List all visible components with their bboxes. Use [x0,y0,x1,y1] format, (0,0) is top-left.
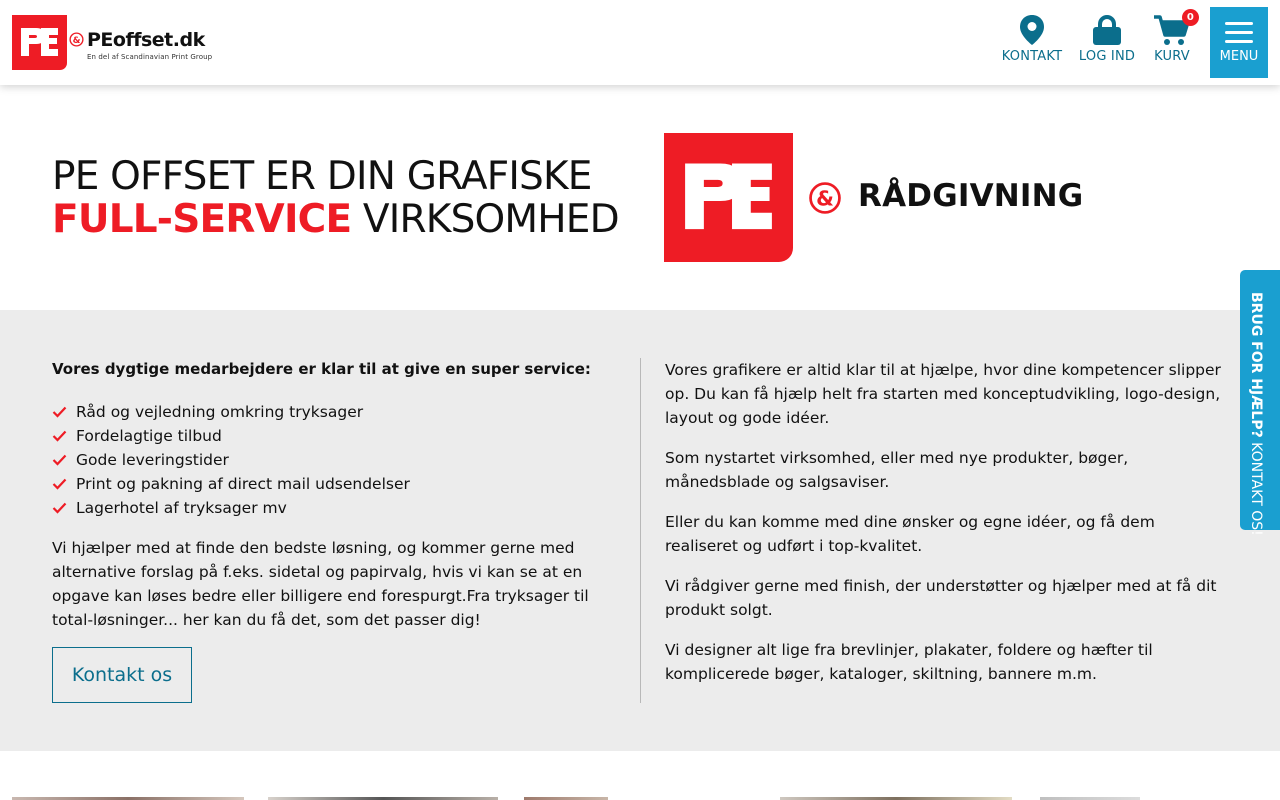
help-contact-tab[interactable] [1240,270,1280,536]
checkmark-icon [52,406,67,418]
list-item-label: Fordelagtige tilbud [76,427,222,445]
ampersand-large-icon [808,181,842,215]
lock-icon [1092,14,1122,46]
info-paragraph: Vi hjælper med at finde den bedste løsning, og kommer gerne med alternative forslag på f.eks. sidetal og papirvalg, hvis vi kan se at en opgave kan løses bedre eller billigere end forespurgt.Fra tryksager til total-løsninger... her kan du få det, som det passer dig! [52,539,589,629]
info-section [0,310,1280,751]
list-item [52,424,410,448]
cart-count-badge: 0 [1182,9,1199,26]
contact-button[interactable]: Kontakt os [52,647,192,703]
right-paragraph: Vi designer alt lige fra brevlinjer, plakater, foldere og hæfter til komplicerede bøger, kataloger, skiltning, bannere m.m. [665,641,1153,683]
nav-kontakt-label: KONTAKT [1001,49,1063,64]
hamburger-icon [1225,22,1253,43]
nav-kontakt[interactable] [1000,14,1064,70]
pe-logo-glyph [12,15,67,70]
ampersand-icon [69,32,84,47]
checkmark-icon [52,454,67,466]
hero-title [52,155,619,241]
location-pin-icon [1019,14,1045,46]
pe-logo-large-glyph [664,133,793,262]
menu-button[interactable] [1210,7,1268,78]
service-title: RÅDGIVNING [858,178,1084,214]
right-column [665,358,1230,702]
checkmark-icon [52,430,67,442]
right-paragraph: Vi rådgiver gerne med finish, der understøtter og hjælper med at få dit produkt solgt. [665,577,1217,619]
list-item [52,496,410,520]
list-item-label: Råd og vejledning omkring tryksager [76,403,364,421]
help-tab-bold: BRUG FOR HJÆLP? [1248,292,1264,438]
menu-label: MENU [1219,49,1259,64]
help-tab-text [1248,292,1264,536]
list-item-label: Gode leveringstider [76,451,229,469]
checkmark-icon [52,502,67,514]
hero-accent: FULL-SERVICE [52,197,352,242]
list-item-label: Lagerhotel af tryksager mv [76,499,287,517]
svg-text:&: & [72,35,81,46]
pe-logo-large-icon [664,133,793,262]
info-lead: Vores dygtige medarbejdere er klar til at give en super service: [52,360,591,378]
nav-cart[interactable] [1148,14,1196,70]
list-item [52,400,410,424]
right-paragraph: Som nystartet virksomhed, eller med nye produkter, bøger, månedsblade og salgsaviser. [665,449,1129,491]
logo-tagline: En del af Scandinavian Print Group [87,53,213,61]
site-header [0,0,1280,85]
nav-login-label: LOG IND [1078,49,1136,64]
svg-text:&: & [816,186,834,211]
nav-login[interactable] [1078,14,1136,70]
logo-text[interactable]: PEoffset.dk [87,29,205,51]
checkmark-icon [52,478,67,490]
list-item [52,448,410,472]
list-item [52,472,410,496]
column-divider [640,358,641,703]
service-checklist [52,400,410,520]
nav-cart-label: KURV [1154,49,1190,64]
help-tab-rest: KONTAKT OS! [1248,437,1264,536]
right-paragraph: Vores grafikere er altid klar til at hjælpe, hvor dine kompetencer slipper op. Du kan få hjælp helt fra starten med konceptudvikling, logo-design, layout og gode idéer. [665,361,1221,427]
logo-pe-icon[interactable] [12,15,67,70]
hero-line1: PE OFFSET ER DIN GRAFISKE [52,154,592,199]
hero-line2: VIRKSOMHED [351,197,619,242]
right-paragraph: Eller du kan komme med dine ønsker og egne idéer, og få dem realiseret og udført i top-kvalitet. [665,513,1155,555]
list-item-label: Print og pakning af direct mail udsendelser [76,475,410,493]
